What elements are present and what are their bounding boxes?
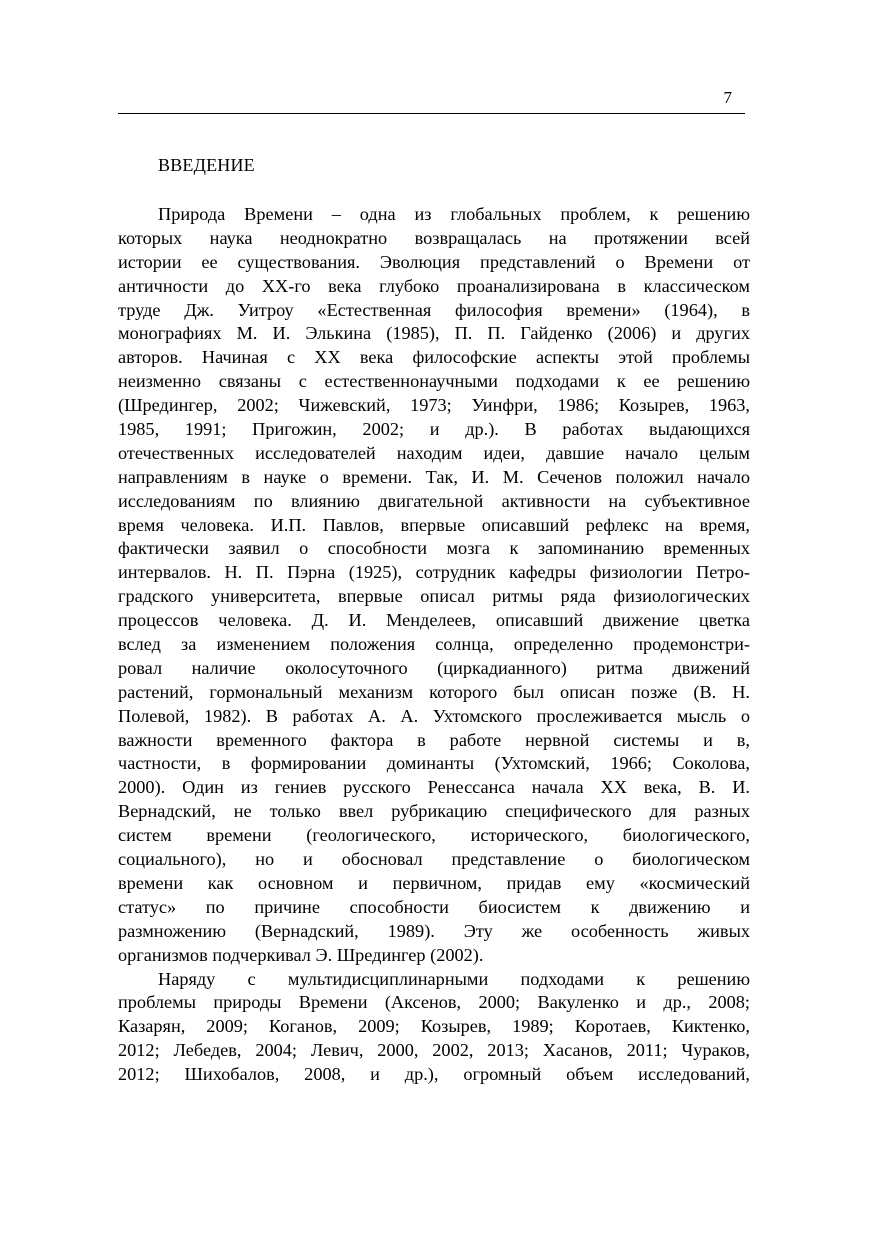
text-line: которых наука неоднократно возвращалась на протяжении всей [118,227,750,248]
text-line: 1985, 1991; Пригожин, 2002; и др.). В работах выдающихся [118,419,750,440]
paragraph-2 [118,968,750,1087]
text-line: фактически заявил о способности мозга к запоминанию временных [118,538,750,559]
text-line: античности до XX-го века глубоко проанализирована в классическом [118,275,750,296]
text-line: монографиях М. И. Элькина (1985), П. П. Гайденко (2006) и других [118,323,750,344]
text-line: истории ее существования. Эволюция представлений о Времени от [118,251,750,272]
text-line: интервалов. Н. П. Пэрна (1925), сотрудник кафедры физиологии Петро- [118,562,750,583]
text-line: 2000). Один из гениев русского Ренессанса начала XX века, В. И. [118,777,750,798]
text-line: ровал наличие околосуточного (циркадианного) ритма движений [118,657,750,678]
text-line: организмов подчеркивал Э. Шредингер (2002). [118,944,484,965]
text-line: важности временного фактора в работе нервной системы и в, [118,729,750,750]
body-text [118,203,750,1087]
text-line: Вернадский, не только ввел рубрикацию специфического для разных [118,801,750,822]
page-number: 7 [723,88,732,107]
text-line: вслед за изменением положения солнца, определенно продемонстри- [118,634,750,655]
text-line: растений, гормональный механизм которого был описан позже (В. Н. [118,681,750,702]
text-line: (Шредингер, 2002; Чижевский, 1973; Уинфри, 1986; Козырев, 1963, [118,395,750,416]
header-rule [118,113,745,114]
text-line: труде Дж. Уитроу «Естественная философия времени» (1964), в [118,299,750,320]
text-line: авторов. Начиная с XX века философские аспекты этой проблемы [118,347,750,368]
paragraph-1 [118,203,750,968]
text-line: направлениям в науке о времени. Так, И. М. Сеченов положил начало [118,466,750,487]
text-line: статус» по причине способности биосистем к движению и [118,896,750,917]
text-line: Казарян, 2009; Коганов, 2009; Козырев, 1989; Коротаев, Киктенко, [118,1016,750,1037]
text-line: систем времени (геологического, исторического, биологического, [118,825,750,846]
section-heading: ВВЕДЕНИЕ [158,155,255,175]
text-line: 2012; Лебедев, 2004; Левич, 2000, 2002, 2013; Хасанов, 2011; Чураков, [118,1040,750,1061]
text-line: размножению (Вернадский, 1989). Эту же особенность живых [118,920,750,941]
text-line: исследованиям по влиянию двигательной активности на субъективное [118,490,750,511]
text-line: время человека. И.П. Павлов, впервые описавший рефлекс на время, [118,514,750,535]
text-line: неизменно связаны с естественнонаучными подходами к ее решению [118,371,750,392]
text-line: проблемы природы Времени (Аксенов, 2000; Вакуленко и др., 2008; [118,992,750,1013]
text-line: процессов человека. Д. И. Менделеев, описавший движение цветка [118,610,750,631]
text-line: отечественных исследователей находим идеи, давшие начало целым [118,442,750,463]
text-line: частности, в формировании доминанты (Ухтомский, 1966; Соколова, [118,753,750,774]
text-line: социального), но и обосновал представление о биологическом [118,849,750,870]
text-line: 2012; Шихобалов, 2008, и др.), огромный объем исследований, [118,1064,750,1085]
text-line: времени как основном и первичном, придав ему «космический [118,872,750,893]
text-line: градского университета, впервые описал ритмы ряда физиологических [118,586,750,607]
text-line: Природа Времени – одна из глобальных проблем, к решению [158,204,750,224]
text-line: Полевой, 1982). В работах А. А. Ухтомского прослеживается мысль о [118,705,750,726]
text-line: Наряду с мультидисциплинарными подходами к решению [158,968,750,989]
